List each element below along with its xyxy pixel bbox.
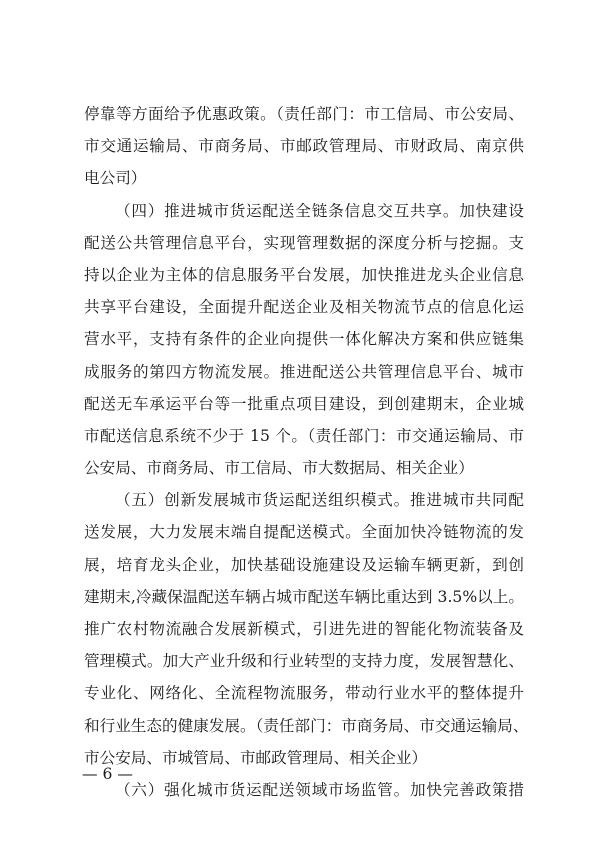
text-line: 市配送信息系统不少于 15 个。（责任部门：市交通运输局、市: [84, 426, 524, 445]
text-line: 市交通运输局、市商务局、市邮政管理局、市财政局、南京供: [84, 137, 524, 156]
text-line: 电公司）: [84, 169, 147, 188]
paragraph-section-4: [84, 195, 524, 485]
text-line: （五）创新发展城市货运配送组织模式。推进城市共同配: [115, 491, 524, 510]
text-line: 推广农村物流融合发展新模式，引进先进的智能化物流装备及: [84, 620, 524, 638]
text-line: 持以企业为主体的信息服务平台发展，加快推进龙头企业信息: [84, 265, 524, 284]
text-line: 展，培育龙头企业，加快基础设施建设及运输车辆更新，到创: [84, 555, 524, 574]
text-line: 共享平台建设，全面提升配送企业及相关物流节点的信息化运: [84, 298, 524, 317]
text-line: 送发展，大力发展末端自提配送模式。全面加快冷链物流的发: [84, 523, 524, 542]
text-line: 营水平，支持有条件的企业向提供一体化解决方案和供应链集: [84, 330, 524, 349]
text-line: 管理模式。加大产业升级和行业转型的支持力度，发展智慧化、: [84, 652, 524, 671]
text-line: 市公安局、市城管局、市邮政管理局、相关企业）: [84, 748, 428, 767]
text-line: 和行业生态的健康发展。（责任部门：市商务局、市交通运输局、: [84, 716, 529, 735]
text-line: 专业化、网络化、全流程物流服务，带动行业水平的整体提升: [84, 684, 524, 703]
paragraph-section-6: [84, 774, 524, 806]
text-line: 建期末,冷藏保温配送车辆占城市配送车辆比重达到 3.5%以上。: [84, 587, 524, 606]
text-line: 停靠等方面给予优惠政策。（责任部门：市工信局、市公安局、: [84, 105, 524, 123]
text-line: （六）强化城市货运配送领域市场监管。加快完善政策措: [115, 780, 524, 799]
text-line: （四）推进城市货运配送全链条信息交互共享。加快建设: [115, 201, 524, 220]
text-line: 成服务的第四方物流发展。推进配送公共管理信息平台、城市: [84, 362, 524, 381]
text-line: 公安局、市商务局、市工信局、市大数据局、相关企业）: [84, 459, 474, 478]
body-text: [84, 98, 529, 806]
page-number: — 6 —: [82, 765, 134, 783]
paragraph-continuation: [84, 98, 524, 195]
paragraph-section-5: [84, 484, 529, 774]
text-line: 配送无车承运平台等一批重点项目建设，到创建期末，企业城: [84, 394, 524, 413]
text-line: 配送公共管理信息平台，实现管理数据的深度分析与挖掘。支: [84, 233, 524, 252]
